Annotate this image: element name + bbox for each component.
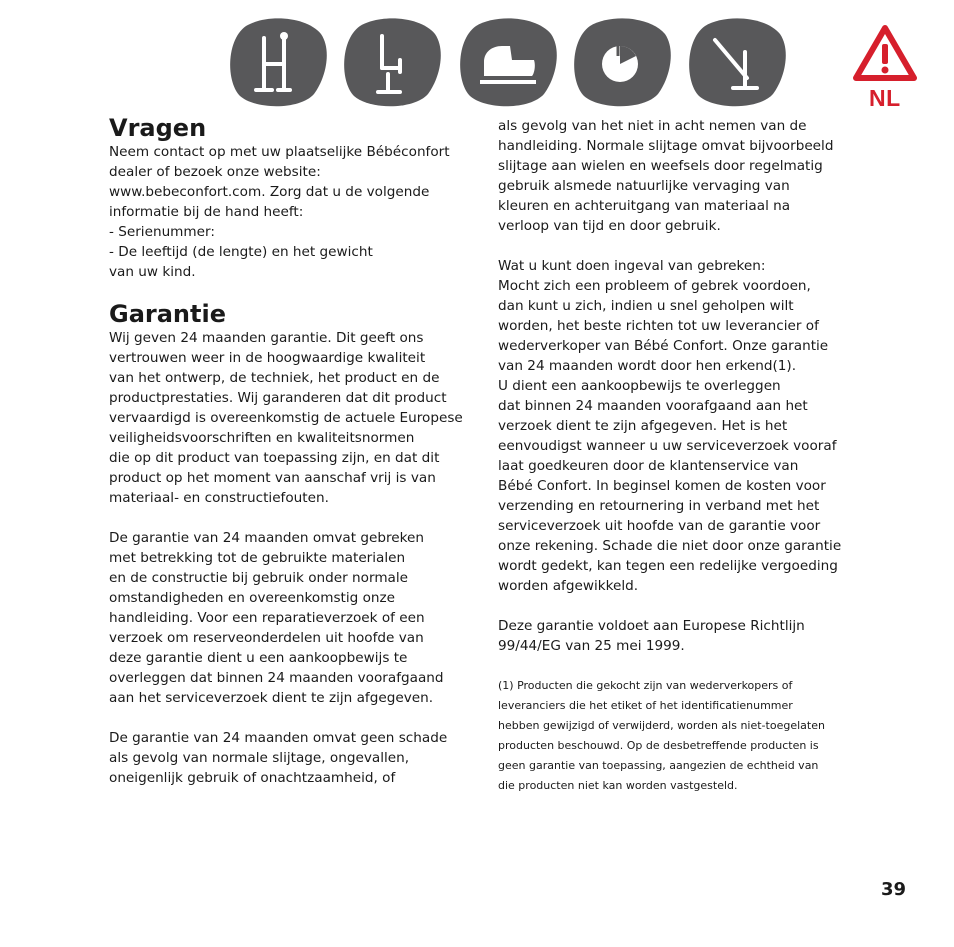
warning-triangle-icon — [852, 24, 918, 82]
high-chair-tall-icon — [226, 16, 329, 108]
bouncer-icon — [456, 16, 559, 108]
vragen-heading: Vragen — [109, 114, 207, 142]
right-paragraph-2: Wat u kunt doen ingeval van gebreken: Mocht zich een probleem of gebrek voordoen, dan kunt u zich, indien u snel geholpen wilt worden, het beste richten tot uw leverancier of wederverkoper van Bébé Confort. Onze garantie van 24 maanden wordt door hen erkend(1). U dient een aankoopbewijs te overleggen dat binnen 24 maanden voorafgaand aan het verzoek dient te zijn afgegeven. Het is het eenvoudigst wanneer u uw serviceverzoek vooraf laat goedkeuren door de klantenservice van Bébé Confort. In beginsel komen de kosten voor verzending en retournering in verband met het serviceverzoek uit hoofde van de garantie voor onze rekening. Schade die niet door onze garantie wordt gedekt, kan tegen een redelijke vergoeding worden afgewikkeld. — [498, 258, 842, 594]
page-number: 39 — [881, 879, 907, 900]
garantie-paragraph-1: Wij geven 24 maanden garantie. Dit geeft ons vertrouwen weer in de hoogwaardige kwaliteit van het ontwerp, de techniek, het product en de productprestaties. Wij garanderen dat dit product vervaardigd is overeenkomstig de actuele Europese veiligheidsvoorschriften en kwaliteitsnormen die op dit product van toepassing zijn, en dat dit product op het moment van aanschaf vrij is van materiaal- en constructiefouten. — [109, 330, 463, 506]
high-chair-low-icon — [340, 16, 443, 108]
garantie-paragraph-2: De garantie van 24 maanden omvat gebreken met betrekking tot de gebruikte materialen en de constructie bij gebruik onder normale omstandigheden en overeenkomstig onze handleiding. Voor een reparatieverzoek of een verzoek om reserveonderdelen uit hoofde van deze garantie dient u een aankoopbewijs te overleggen dat binnen 24 maanden voorafgaand aan het serviceverzoek dient te zijn afgegeven. — [109, 530, 444, 706]
vragen-text: Neem contact op met uw plaatselijke Bébéconfort dealer of bezoek onze website: www.bebeconfort.com. Zorg dat u de volgende informatie bij de hand heeft: - Serienummer: - De leeftijd (de lengte) en het gewicht van uw kind. — [109, 144, 450, 280]
right-paragraph-1: als gevolg van het niet in acht nemen van de handleiding. Normale slijtage omvat bijvoorbeeld slijtage aan wielen en weefsels door regelmatig gebruik alsmede natuurlijke vervaging van kleuren en achteruitgang van materiaal na verloop van tijd en door gebruik. — [498, 118, 834, 234]
language-label: NL — [869, 85, 901, 111]
garantie-heading: Garantie — [109, 300, 226, 328]
garantie-paragraph-3: De garantie van 24 maanden omvat geen schade als gevolg van normale slijtage, ongevallen, oneigenlijk gebruik of onachtzaamheid, of — [109, 730, 448, 786]
left-column — [109, 114, 469, 788]
timer-icon — [570, 16, 673, 108]
footnote: (1) Producten die gekocht zijn van wederverkopers of leveranciers die het etiket of het identificatienummer hebben gewijzigd of verwijderd, worden als niet-toegelaten producten beschouwd. Op de desbetreffende producten is geen garantie van toepassing, aangezien de echtheid van die producten niet kan worden vastgesteld. — [498, 679, 825, 792]
right-column — [498, 116, 863, 796]
right-paragraph-3: Deze garantie voldoet aan Europese Richtlijn 99/44/EG van 25 mei 1999. — [498, 618, 805, 654]
swing-icon — [685, 16, 788, 108]
